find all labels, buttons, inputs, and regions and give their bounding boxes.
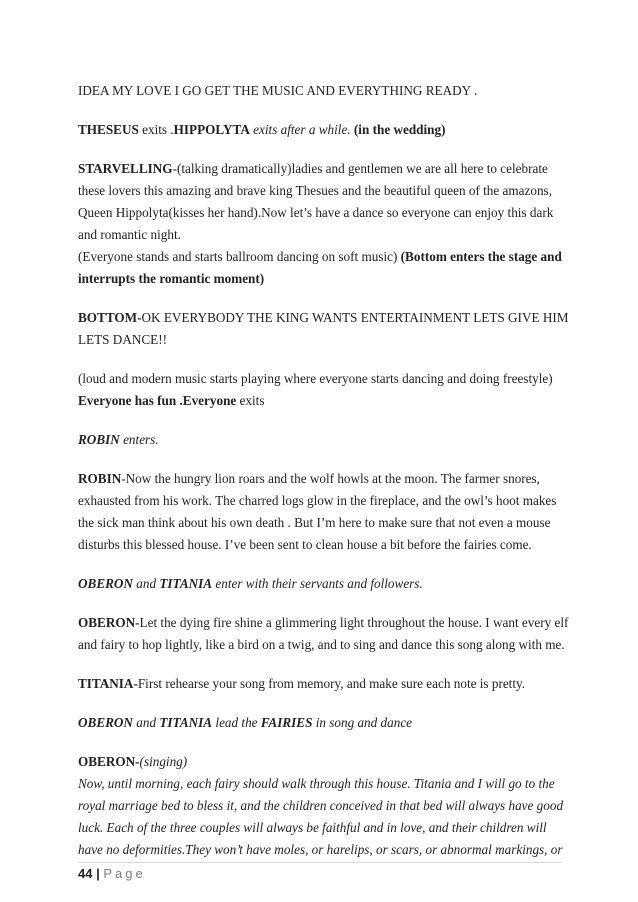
character-name: TITANIA- <box>78 676 138 691</box>
direction-text: (in the wedding) <box>350 122 446 137</box>
direction-text: (Bottom enters the stage and interrupts the romantic moment) <box>78 249 562 286</box>
character-name: BOTTOM- <box>78 310 142 325</box>
speech-titania <box>78 673 570 695</box>
document-body <box>78 80 570 878</box>
stage-direction-song <box>78 712 570 734</box>
character-name: ROBIN <box>78 432 120 447</box>
character-name: TITANIA <box>159 576 213 591</box>
speech-starvelling <box>78 158 570 290</box>
character-name: FAIRIES <box>260 715 313 730</box>
page-footer <box>78 866 146 881</box>
character-name: OBERON <box>78 576 133 591</box>
character-name: HIPPOLYTA <box>173 122 250 137</box>
direction-text: in song and dance <box>312 715 413 730</box>
speech-oberon <box>78 612 570 656</box>
dialogue-text: First rehearse your song from memory, and make sure each note is pretty. <box>137 676 526 691</box>
character-name: ROBIN <box>78 471 122 486</box>
direction-text: (Everyone stands and starts ballroom dancing on soft music) <box>78 249 401 264</box>
line-idea <box>78 80 570 102</box>
stage-direction-oberon-titania-enter <box>78 573 570 595</box>
dialogue-text: OK EVERYBODY THE KING WANTS ENTERTAINMENT LETS GIVE HIM LETS DANCE!! <box>78 310 569 347</box>
stage-direction-music <box>78 368 570 412</box>
speech-bottom <box>78 307 570 351</box>
direction-text: and <box>132 576 160 591</box>
character-name: TITANIA <box>159 715 213 730</box>
direction-text: enter with their servants and followers. <box>212 576 423 591</box>
speech-robin <box>78 468 570 556</box>
direction-text: (loud and modern music starts playing where everyone starts dancing and doing freestyle) <box>78 371 553 386</box>
dialogue-text: Let the dying fire shine a glimmering light throughout the house. I want every elf and fairy to hop lightly, like a bird on a twig, and to sing and dance this song along with me. <box>78 615 569 652</box>
dialogue-text: -Now the hungry lion roars and the wolf howls at the moon. The farmer snores, exhausted from his work. The charred logs glow in the fireplace, and the owl’s hoot makes the sick man think about his own death . But I’m here to make sure that not even a mouse disturbs this blessed house. I’ve been sent to clean house a bit before the fairies come. <box>78 471 557 552</box>
character-name: THESEUS <box>78 122 139 137</box>
character-name: OBERON <box>78 715 133 730</box>
footer-divider <box>78 862 562 863</box>
direction-text: and <box>132 715 160 730</box>
speech-oberon-singing <box>78 751 570 861</box>
dialogue-text: -(talking dramatically)ladies and gentlemen we are all here to celebrate these lovers this amazing and brave king Thesues and the beautiful queen of the amazons, Queen Hippolyta(kisses her hand).Now let’s have a dance so everyone can enjoy this dark and romantic night. <box>78 161 554 242</box>
character-name: STARVELLING <box>78 161 173 176</box>
character-name: OBERON- <box>78 754 140 769</box>
page-label: Page <box>103 866 146 881</box>
song-text: Now, until morning, each fairy should walk through this house. Titania and I will go to the royal marriage bed to bless it, and the children conceived in that bed will always have good luck. Each of the three couples will always be faithful and in love, and their children will have no deformities.They won’t have moles, or harelips, or scars, or abnormal markings, or <box>78 776 564 857</box>
direction-text: lead the <box>212 715 261 730</box>
stage-direction-exits <box>78 119 570 141</box>
direction-text: exits . <box>138 122 174 137</box>
direction-text: enters. <box>119 432 159 447</box>
direction-text: exits <box>236 393 265 408</box>
direction-text: (singing) <box>139 754 188 769</box>
page-number: 44 <box>78 866 93 881</box>
stage-direction-robin-enters <box>78 429 570 451</box>
footer-separator: | <box>92 866 104 881</box>
character-name: OBERON- <box>78 615 140 630</box>
dialogue-text: IDEA MY LOVE I GO GET THE MUSIC AND EVERYTHING READY . <box>78 83 478 98</box>
direction-text: exits after a while. <box>249 122 351 137</box>
direction-text: Everyone has fun .Everyone <box>78 393 237 408</box>
